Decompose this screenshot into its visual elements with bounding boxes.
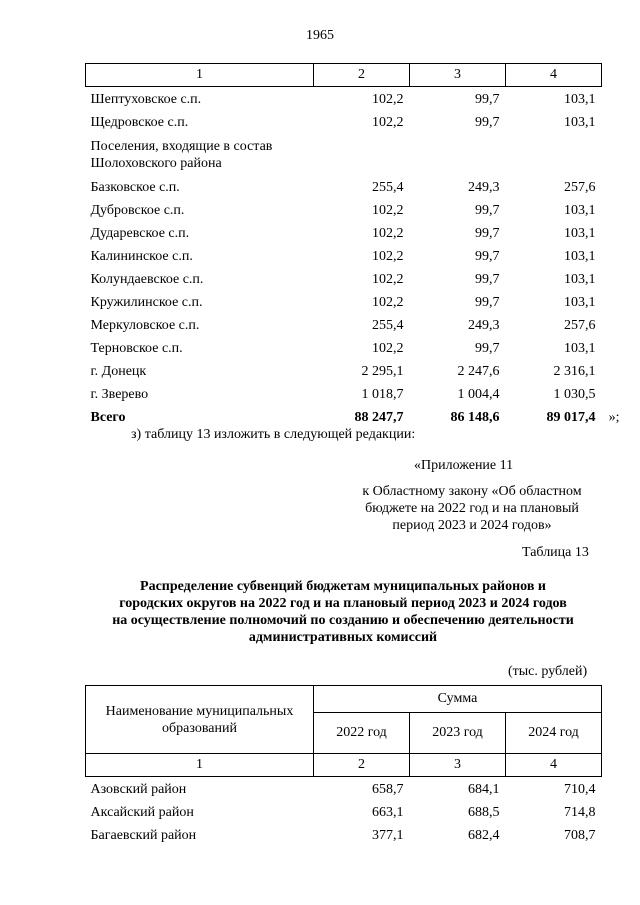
value-2022: 102,2 <box>372 226 404 241</box>
value-2024: 714,8 <box>564 805 596 820</box>
value-2022: 255,4 <box>372 318 404 333</box>
municipality-name: Аксайский район <box>90 805 194 820</box>
column-number: 4 <box>506 64 602 87</box>
value-2024: 103,1 <box>564 226 596 241</box>
table-12-continuation <box>85 63 620 428</box>
total-2024: 89 017,4 <box>546 410 596 425</box>
value-2022 <box>314 133 410 175</box>
value-2022: 658,7 <box>372 782 404 797</box>
value-2022: 1 018,7 <box>361 387 404 402</box>
table-row <box>86 382 602 405</box>
value-2022: 102,2 <box>372 92 404 107</box>
municipality-name: Азовский район <box>90 782 187 797</box>
total-2023: 86 148,6 <box>450 410 500 425</box>
table-row <box>86 336 602 359</box>
column-number-row <box>86 64 602 87</box>
table-label: Таблица 13 <box>522 545 589 560</box>
value-2022: 102,2 <box>372 249 404 264</box>
column-number: 2 <box>314 64 410 87</box>
column-number: 4 <box>506 754 602 777</box>
amendment-instruction: з) таблицу 13 изложить в следующей редакции: <box>131 427 416 442</box>
table-13 <box>85 685 602 846</box>
heading-line: городских округов на 2022 год и на плановый период 2023 и 2024 годов <box>119 596 567 611</box>
value-2023 <box>410 133 506 175</box>
value-2023: 99,7 <box>475 226 500 241</box>
table-row <box>86 87 602 111</box>
units-note: (тыс. рублей) <box>508 664 588 679</box>
year-header: 2023 год <box>410 713 506 754</box>
table-row <box>86 221 602 244</box>
value-2024: 103,1 <box>564 115 596 130</box>
value-2024: 2 316,1 <box>553 364 596 379</box>
municipality-name: Шептуховское с.п. <box>90 92 202 107</box>
column-number: 3 <box>410 754 506 777</box>
column-number: 3 <box>410 64 506 87</box>
column-number: 1 <box>86 754 314 777</box>
value-2024: 103,1 <box>564 341 596 356</box>
municipality-group-name: Поселения, входящие в состав Шолоховского района <box>90 139 273 171</box>
table-row <box>86 175 602 198</box>
year-header: 2024 год <box>506 713 602 754</box>
header-line: Наименование муниципальных <box>105 703 294 719</box>
value-2022: 2 295,1 <box>361 364 404 379</box>
table-row <box>86 313 602 336</box>
value-2023: 1 004,4 <box>457 387 500 402</box>
value-2023: 99,7 <box>475 115 500 130</box>
value-2022: 102,2 <box>372 341 404 356</box>
heading-line: административных комиссий <box>248 630 438 645</box>
total-row <box>86 405 602 428</box>
municipality-name: Базковское с.п. <box>90 180 180 195</box>
value-2023: 99,7 <box>475 341 500 356</box>
heading-line: Распределение субвенций бюджетам муниципальных районов и <box>140 579 546 594</box>
total-2022: 88 247,7 <box>354 410 404 425</box>
value-2024 <box>506 133 602 175</box>
column-number-row <box>86 754 602 777</box>
table-row <box>86 198 602 221</box>
value-2024: 103,1 <box>564 295 596 310</box>
value-2024: 103,1 <box>564 203 596 218</box>
heading-line: на осуществление полномочий по созданию и обеспечению деятельности <box>112 613 574 628</box>
name-column-header <box>86 686 314 754</box>
municipality-name: Щедровское с.п. <box>90 115 189 130</box>
appendix-title: «Приложение 11 <box>414 458 514 473</box>
appendix-description <box>347 483 597 534</box>
value-2023: 249,3 <box>468 180 500 195</box>
value-2022: 255,4 <box>372 180 404 195</box>
municipality-name: Багаевский район <box>90 828 197 843</box>
table-row <box>86 359 602 382</box>
table-heading <box>85 578 601 646</box>
municipality-name: Терновское с.п. <box>90 341 183 356</box>
table-row <box>86 110 602 133</box>
municipality-name: Дударевское с.п. <box>90 226 190 241</box>
value-2023: 2 247,6 <box>457 364 500 379</box>
value-2023: 99,7 <box>475 92 500 107</box>
value-2023: 684,1 <box>468 782 500 797</box>
value-2022: 102,2 <box>372 203 404 218</box>
sum-column-header: Сумма <box>314 686 602 713</box>
value-2022: 102,2 <box>372 272 404 287</box>
value-2023: 99,7 <box>475 272 500 287</box>
value-2024: 103,1 <box>564 272 596 287</box>
municipality-name: Кружилинское с.п. <box>90 295 203 310</box>
value-2022: 663,1 <box>372 805 404 820</box>
table-row <box>86 290 602 313</box>
table-group-row <box>86 133 602 175</box>
table-row <box>86 823 602 846</box>
header-line: образований <box>162 720 237 736</box>
table-row <box>86 244 602 267</box>
column-number: 2 <box>314 754 410 777</box>
value-2023: 688,5 <box>468 805 500 820</box>
municipality-name: Дубровское с.п. <box>90 203 185 218</box>
appendix-line: бюджете на 2022 год и на плановый <box>365 501 579 516</box>
municipality-name: Колундаевское с.п. <box>90 272 204 287</box>
header-row <box>86 686 602 713</box>
value-2023: 682,4 <box>468 828 500 843</box>
value-2024: 257,6 <box>564 318 596 333</box>
total-label: Всего <box>90 410 126 425</box>
value-2024: 708,7 <box>564 828 596 843</box>
table-row <box>86 800 602 823</box>
value-2022: 102,2 <box>372 115 404 130</box>
municipality-name: г. Зверево <box>90 387 149 402</box>
appendix-line: период 2023 и 2024 годов» <box>392 518 552 533</box>
value-2022: 377,1 <box>372 828 404 843</box>
value-2023: 249,3 <box>468 318 500 333</box>
municipality-name: Калининское с.п. <box>90 249 193 264</box>
value-2023: 99,7 <box>475 203 500 218</box>
value-2024: 257,6 <box>564 180 596 195</box>
value-2022: 102,2 <box>372 295 404 310</box>
total-2024-cell <box>506 405 620 428</box>
municipality-name: Меркуловское с.п. <box>90 318 200 333</box>
value-2024: 710,4 <box>564 782 596 797</box>
page-number: 1965 <box>306 28 334 43</box>
year-header: 2022 год <box>314 713 410 754</box>
municipality-name: г. Донецк <box>90 364 147 379</box>
value-2024: 103,1 <box>564 249 596 264</box>
value-2024: 1 030,5 <box>553 387 596 402</box>
appendix-line: к Областному закону «Об областном <box>362 484 582 499</box>
closing-quote: »; <box>608 410 620 425</box>
value-2023: 99,7 <box>475 249 500 264</box>
table-row <box>86 267 602 290</box>
column-number: 1 <box>86 64 314 87</box>
value-2023: 99,7 <box>475 295 500 310</box>
value-2024: 103,1 <box>564 92 596 107</box>
table-row <box>86 777 602 801</box>
